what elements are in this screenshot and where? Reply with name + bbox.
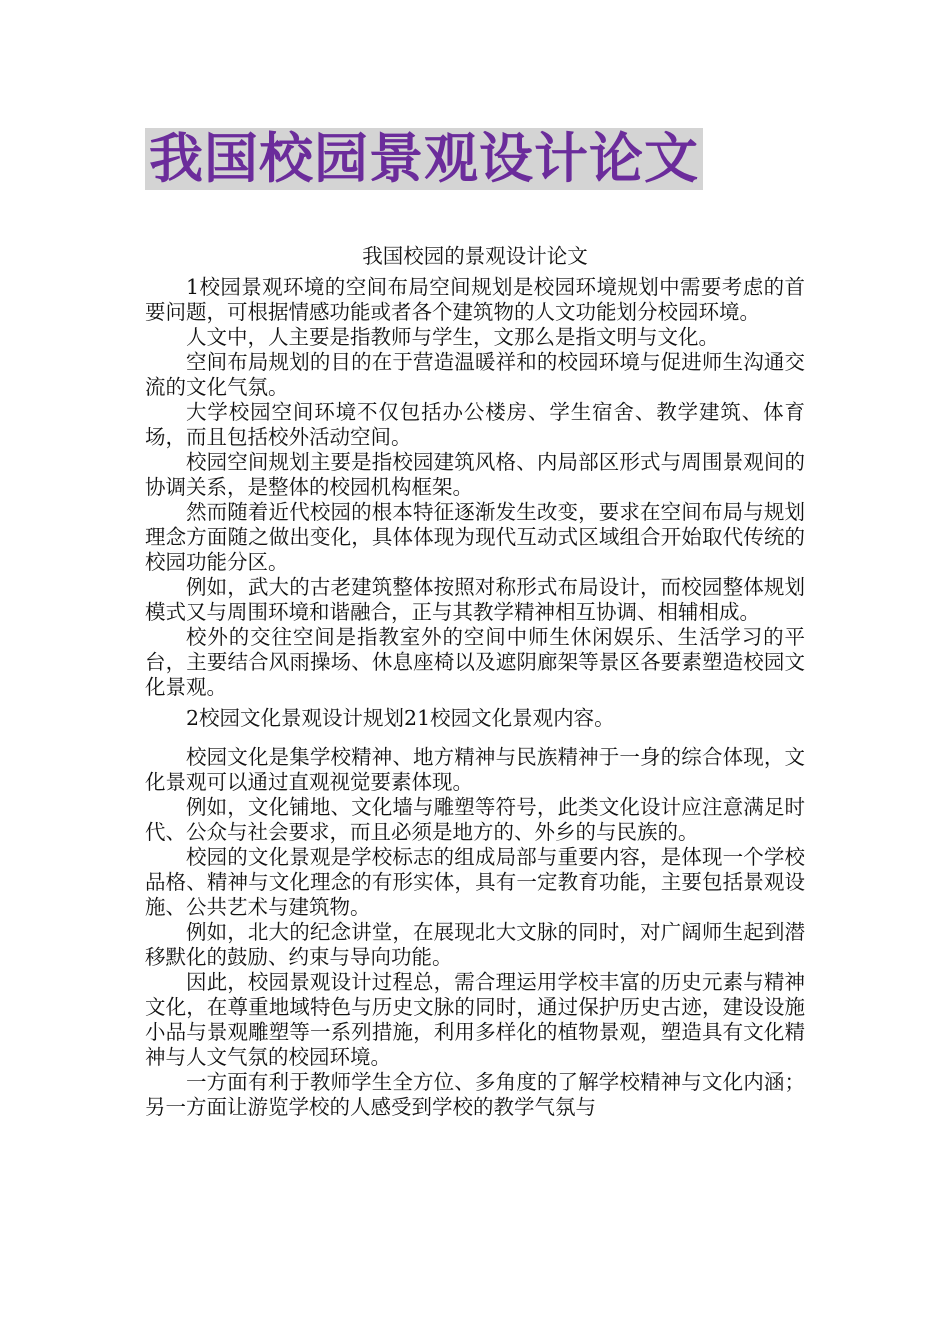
paragraph: 因此，校园景观设计过程总，需合理运用学校丰富的历史元素与精神文化，在尊重地域特色与历史文脉的同时，通过保护历史古迹，建设设施小品与景观雕塑等一系列措施，利用多样化的植物景观，塑造具有文化精神与人文气氛的校园环境。 [145, 970, 805, 1069]
paragraph: 校园的文化景观是学校标志的组成局部与重要内容，是体现一个学校品格、精神与文化理念的有形实体，具有一定教育功能，主要包括景观设施、公共艺术与建筑物。 [145, 845, 805, 919]
paragraph: 例如，文化铺地、文化墙与雕塑等符号，此类文化设计应注意满足时代、公众与社会要求，而且必须是地方的、外乡的与民族的。 [145, 795, 805, 844]
paragraph: 空间布局规划的目的在于营造温暖祥和的校园环境与促进师生沟通交流的文化气氛。 [145, 350, 805, 399]
paragraph: 1校园景观环境的空间布局空间规划是校园环境规划中需要考虑的首要问题，可根据情感功能或者各个建筑物的人文功能划分校园环境。 [145, 275, 805, 324]
paragraph: 然而随着近代校园的根本特征逐渐发生改变，要求在空间布局与规划理念方面随之做出变化，具体体现为现代互动式区域组合开始取代传统的校园功能分区。 [145, 500, 805, 574]
paragraph: 校外的交往空间是指教室外的空间中师生休闲娱乐、生活学习的平台，主要结合风雨操场、休息座椅以及遮阴廊架等景区各要素塑造校园文化景观。 [145, 625, 805, 699]
paragraph: 例如，武大的古老建筑整体按照对称形式布局设计，而校园整体规划模式又与周围环境和谐融合，正与其教学精神相互协调、相辅相成。 [145, 575, 805, 624]
paragraph: 大学校园空间环境不仅包括办公楼房、学生宿舍、教学建筑、体育场，而且包括校外活动空间。 [145, 400, 805, 449]
section-heading: 2校园文化景观设计规划21校园文化景观内容。 [186, 706, 615, 730]
document-body [145, 244, 805, 1120]
paragraph: 人文中，人主要是指教师与学生，文那么是指文明与文化。 [186, 325, 719, 349]
paragraph: 校园文化是集学校精神、地方精神与民族精神于一身的综合体现，文化景观可以通过直观视觉要素体现。 [145, 745, 805, 794]
document-subtitle: 我国校园的景观设计论文 [362, 244, 588, 268]
paragraph: 例如，北大的纪念讲堂，在展现北大文脉的同时，对广阔师生起到潜移默化的鼓励、约束与导向功能。 [145, 920, 805, 969]
paragraph: 校园空间规划主要是指校园建筑风格、内局部区形式与周围景观间的协调关系，是整体的校园机构框架。 [145, 450, 805, 499]
document-title: 我国校园景观设计论文 [145, 128, 703, 190]
paragraph: 一方面有利于教师学生全方位、多角度的了解学校精神与文化内涵；另一方面让游览学校的人感受到学校的教学气氛与 [145, 1070, 805, 1119]
